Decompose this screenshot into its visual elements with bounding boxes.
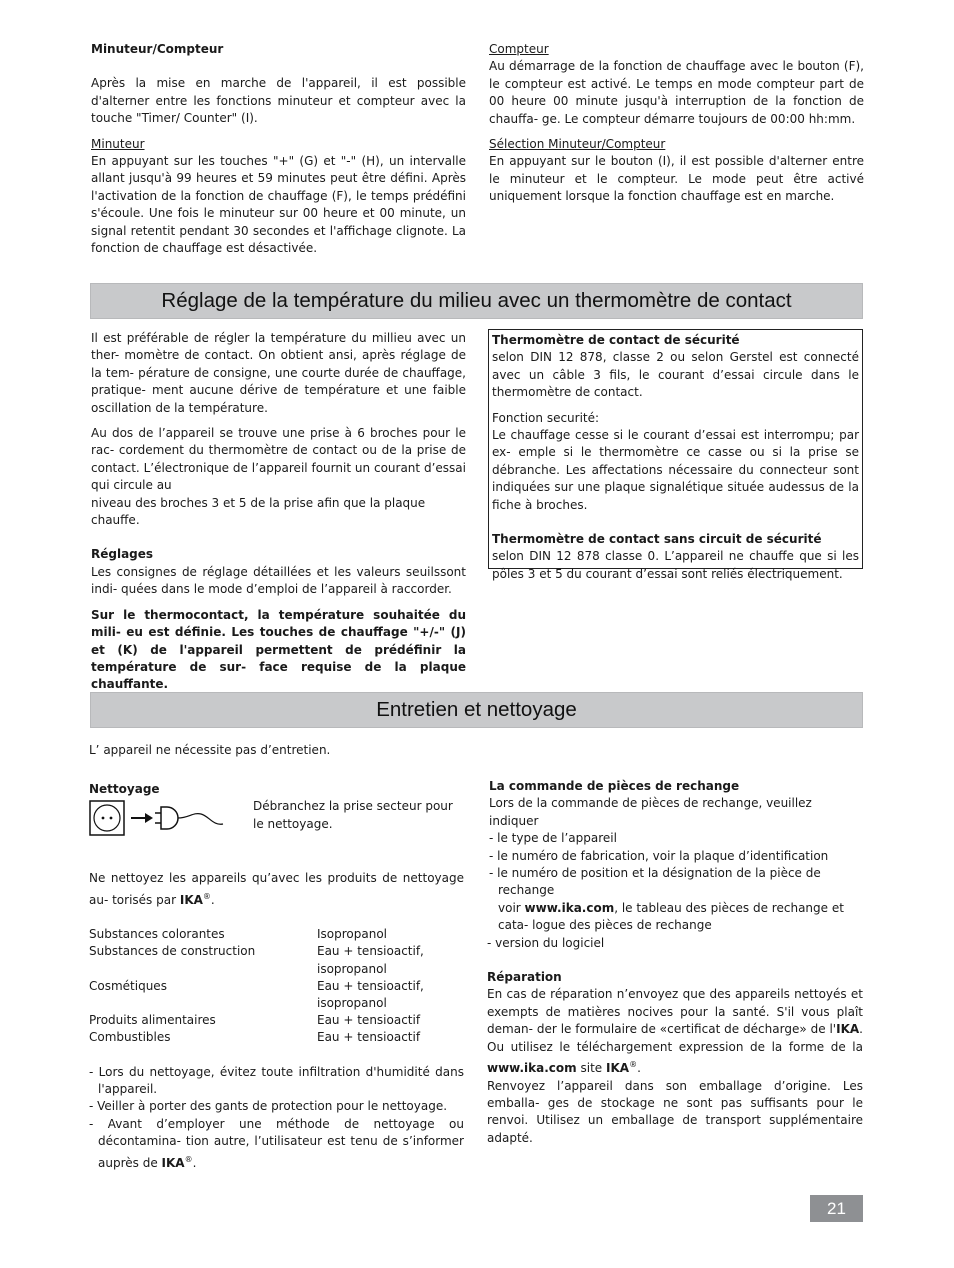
timer-heading: Minuteur/Compteur: [91, 42, 224, 56]
spares-right: [489, 778, 863, 1147]
safety-thermo-title: Thermomètre de contact de sécurité: [492, 333, 740, 347]
substance-agent: Eau + tensioactif: [317, 1013, 421, 1028]
repair-title: Réparation: [487, 970, 562, 985]
ika-brand: IKA: [161, 1155, 185, 1170]
repair-text-b: . Ou utilisez le téléchargement expression de la forme de la: [487, 1022, 863, 1054]
safety-function-text: Le chauffage cesse si le courant d’essai est interrompu; par ex- emple si le thermomètre ce casse ou si la prise se débranche. Les affectations nécessaire du connecteur sont indiquées sur une plaque signalétique située audessus de la fiche à broches.: [492, 428, 859, 512]
ika-brand: IKA: [606, 1061, 630, 1076]
safety-function-title: Fonction securité:: [492, 410, 600, 425]
table-row: [89, 926, 427, 943]
reglages-title: Réglages: [91, 547, 154, 562]
spares-title: La commande de pièces de rechange: [489, 779, 740, 793]
unplug-row: [89, 798, 464, 853]
substance-agent: Eau + tensioactif, isopropanol: [317, 978, 424, 1011]
minuteur-title: Minuteur: [91, 136, 145, 151]
period: .: [210, 892, 215, 907]
selection-title: Sélection Minuteur/Compteur: [489, 137, 666, 152]
substance-name: Combustibles: [89, 1030, 171, 1045]
temperature-section-title: Réglage de la température du milieu avec un thermomètre de contact: [90, 283, 863, 319]
table-row: [89, 943, 427, 977]
spares-item: [489, 900, 863, 935]
repair-text-c: site: [580, 1061, 603, 1076]
substances-table: [89, 926, 427, 1046]
timer-section-left: [91, 41, 466, 257]
nettoyage-title: Nettoyage: [89, 782, 160, 796]
note-text: - Avant d’employer une méthode de nettoyage ou décontamina- tion autre, l’utilisateur est tenu de s’informer auprès de: [89, 1116, 464, 1170]
registered-mark: ®: [202, 891, 211, 901]
products-text-main: Ne nettoyez les appareils qu’avec les produits de nettoyage au- torisés par: [89, 871, 464, 907]
timer-section-right: [489, 41, 864, 206]
unplug-text: Débranchez la prise secteur pour le nettoyage.: [253, 799, 453, 831]
timer-intro: Après la mise en marche de l'appareil, il est possible d'alterner entre les fonctions minuteur et compteur avec la touche "Timer/ Counter" (I).: [91, 76, 466, 126]
page-number: 21: [810, 1195, 863, 1222]
table-row: [89, 1012, 427, 1029]
nettoyage-left: [89, 781, 464, 1172]
substance-agent: Eau + tensioactif: [317, 1030, 421, 1045]
thermo-bold-text: Sur le thermocontact, la température souhaitée du mili- eu est définie. Les touches de chauffage "+/-" (J) et (K) de l'appareil permettent de prédéfinir la température de sur- face requise de la plaque chauffante.: [91, 607, 466, 692]
temperature-p1: Il est préférable de régler la température du millieu avec un ther- momètre de contact. On obtient ansi, après réglage de la tem- pérature de consigne, une courte durée de chauffage, pratique- ment aucune dérive de température et une faible oscillation de la température.: [91, 331, 466, 415]
repair-text-return: Renvoyez l’appareil dans son emballage d’origine. Les emballa- ges de stockage ne sont pas suffisants pour le renvoi. Utilisez un emballage de transport supplémentaire adapté.: [487, 1078, 863, 1145]
note-item: [89, 1116, 464, 1172]
reglages-text: Les consignes de réglage détaillées et les valeurs seuilssont indi- quées dans le mode d’emploi de l’appareil à raccorder.: [91, 564, 466, 597]
registered-mark: ®: [629, 1060, 638, 1070]
repair-text: [487, 986, 863, 1077]
note-item: - Lors du nettoyage, évitez toute infiltration d'humidité dans l'appareil.: [89, 1064, 464, 1097]
substance-name: Produits alimentaires: [89, 1013, 216, 1028]
website-link[interactable]: www.ika.com: [524, 900, 615, 915]
ika-brand: IKA: [179, 892, 203, 907]
selection-text: En appuyant sur le bouton (I), il est possible d'alterner entre le minuteur et le compteur. Le mode peut être activé uniquement lorsque la fonction chauffage est en marche.: [489, 154, 864, 204]
spares-item: - version du logiciel: [487, 935, 605, 950]
temperature-p3: niveau des broches 3 et 5 de la prise afin que la plaque chauffe.: [91, 495, 426, 528]
thermometer-info-box: [488, 329, 863, 581]
spares-intro: Lors de la commande de pièces de rechange, veuillez indiquer: [489, 796, 812, 828]
substance-name: Cosmétiques: [89, 978, 167, 993]
website-link[interactable]: www.ika.com: [487, 1061, 577, 1076]
spares-item: - le numéro de fabrication, voir la plaque d’identification: [489, 848, 829, 863]
unplug-icon: [89, 800, 229, 836]
temperature-left: [91, 330, 466, 694]
compteur-title: Compteur: [489, 42, 549, 56]
compteur-text: Au démarrage de la fonction de chauffage avec le bouton (F), le compteur est activé. Le temps en mode compteur part de 00 heure 00 minute jusqu'à interruption de la fonction de chauffa- ge. Le compteur démarre toujours de 00:00 hh:mm.: [489, 59, 864, 126]
substance-agent: Isopropanol: [317, 927, 388, 942]
spares-item: - le numéro de position et la désignation de la pièce de rechange: [489, 866, 821, 898]
substance-name: Substances colorantes: [89, 927, 225, 942]
table-row: [89, 1029, 427, 1046]
registered-mark: ®: [184, 1154, 193, 1164]
nosafety-thermo-title: Thermomètre de contact sans circuit de sécurité: [492, 532, 822, 547]
entretien-intro: L’ appareil ne nécessite pas d’entretien.: [89, 743, 331, 757]
repair-text-a: En cas de réparation n’envoyez que des appareils nettoyés et exempts de matières nocives pour la santé. S'il vous plaît deman- der le formulaire de «certificat de décharge» de l': [487, 987, 863, 1037]
ika-brand: IKA: [836, 1022, 860, 1037]
temperature-p2: Au dos de l’appareil se trouve une prise à 6 broches pour le rac- cordement du thermomètre de contact ou de la prise de contact. L’électronique de l’appareil fournit un courant d’essai qui circule au: [91, 426, 466, 493]
substance-name: Substances de construction: [89, 944, 256, 959]
minuteur-text: En appuyant sur les touches "+" (G) et "-" (H), un intervalle allant jusqu'à 99 heures et 59 minutes peut être défini. Après l'activation de la fonction de chauffage (F), le temps prédéfini s'écoule. Une fois le minuteur sur 00 heure et 00 minute, un signal retentit pendant 30 secondes et l'affichage clignote. La fonction de chauffage est désactivée.: [91, 154, 466, 256]
table-row: [89, 978, 427, 1012]
products-text: [89, 870, 464, 909]
spares-item: - le type de l’appareil: [489, 831, 617, 846]
safety-thermo-text: selon DIN 12 878, classe 2 ou selon Gerstel est connecté avec un câble 3 fils, le courant d’essai circule dans le thermomètre de contact.: [492, 350, 859, 400]
period: .: [637, 1061, 641, 1076]
note-item: - Veiller à porter des gants de protection pour le nettoyage.: [89, 1099, 448, 1114]
voir-text: voir: [498, 900, 521, 915]
nosafety-thermo-text: selon DIN 12 878 classe 0. L’appareil ne chauffe que si les pôles 3 et 5 du courant d’essai sont reliés électriquement.: [492, 549, 859, 581]
entretien-section-title: Entretien et nettoyage: [90, 692, 863, 728]
spares-voir-rest: , le tableau des pièces de rechange et cata- logue des pièces de rechange: [498, 900, 844, 933]
substance-agent: Eau + tensioactif, isopropanol: [317, 944, 424, 976]
period: .: [192, 1155, 197, 1170]
